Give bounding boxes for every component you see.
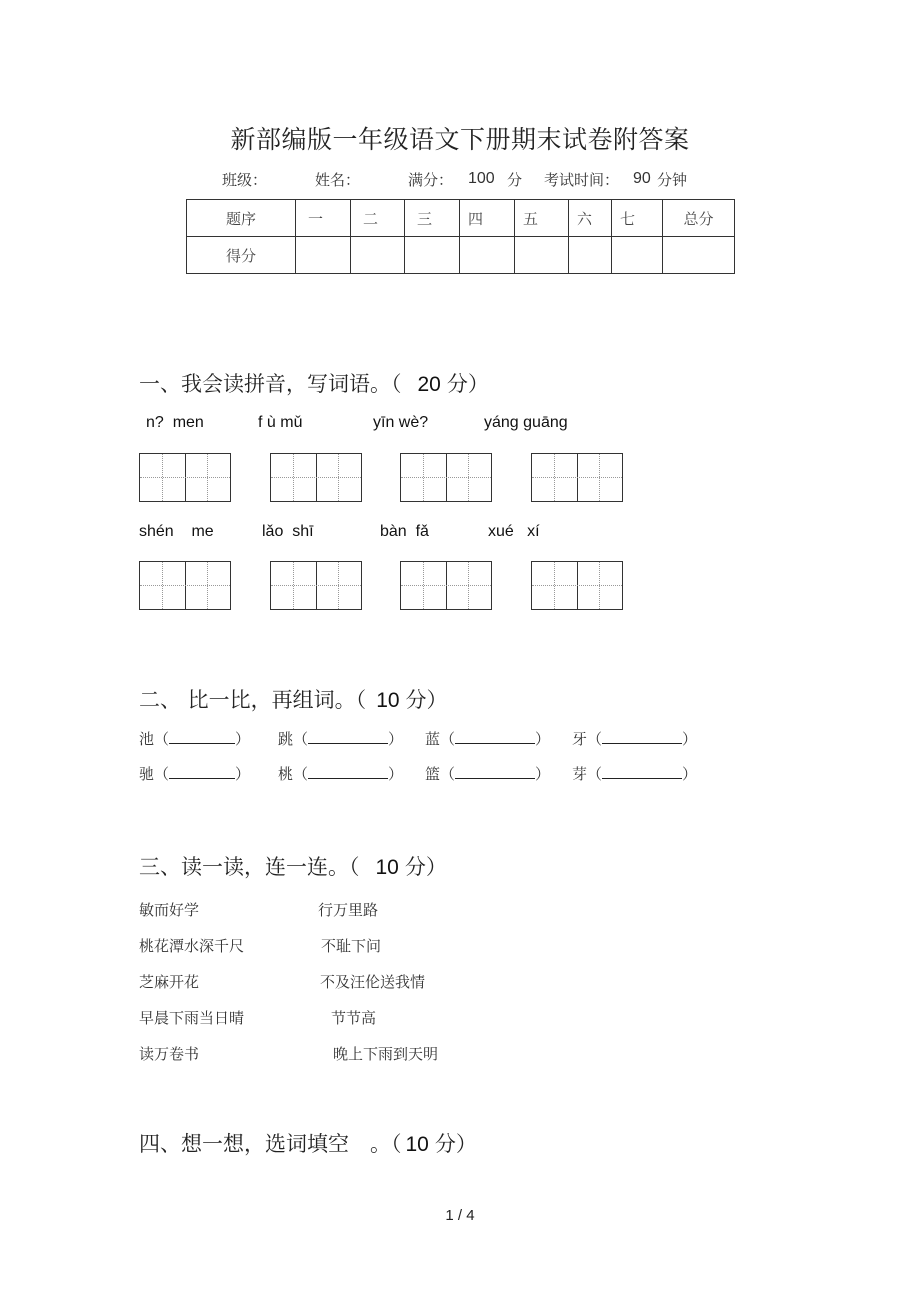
open-paren: （ — [587, 765, 603, 783]
pinyin-word: shén me — [139, 523, 214, 540]
score-cell[interactable] — [569, 237, 612, 274]
word-item — [139, 763, 250, 784]
exam-time-unit: 分钟 — [657, 171, 688, 189]
section-3-heading — [139, 851, 447, 881]
section-2-heading — [139, 684, 448, 714]
score-table-score-row — [187, 237, 735, 274]
section-4-heading-text: 四、想一想，选词填空 。（ — [139, 1132, 402, 1156]
close-paren: ） — [235, 765, 251, 783]
score-cell[interactable] — [405, 237, 460, 274]
score-cell[interactable] — [296, 237, 351, 274]
document-title: 新部编版一年级语文下册期末试卷附答案 — [230, 125, 690, 154]
close-paren: ） — [388, 765, 404, 783]
page-number: 1 / 4 — [445, 1207, 475, 1224]
pinyin-word: xué xí — [488, 523, 540, 540]
match-right-item[interactable]: 晚上下雨到天明 — [333, 1045, 439, 1063]
answer-blank[interactable] — [455, 729, 535, 744]
score-cell[interactable] — [663, 237, 735, 274]
open-paren: （ — [293, 730, 309, 748]
word-item — [572, 763, 697, 784]
open-paren: （ — [587, 730, 603, 748]
table-cell-header: 六 — [569, 200, 612, 237]
section-4-heading-suffix: 分） — [434, 1132, 477, 1156]
writing-grid[interactable] — [400, 453, 492, 502]
word-char: 牙 — [572, 730, 588, 748]
score-cell[interactable] — [612, 237, 663, 274]
section-1-points: 20 — [417, 373, 441, 396]
exam-time-label: 考试时间： — [544, 171, 620, 189]
answer-blank[interactable] — [169, 764, 235, 779]
pinyin-word: lǎo shī — [262, 523, 314, 540]
match-right-item[interactable]: 行万里路 — [318, 901, 379, 919]
score-cell[interactable] — [460, 237, 515, 274]
writing-grid[interactable] — [139, 453, 231, 502]
match-right-item[interactable]: 节节高 — [331, 1009, 377, 1027]
word-char: 芽 — [572, 765, 588, 783]
table-cell-header: 四 — [460, 200, 515, 237]
full-score-number: 100 — [468, 170, 495, 187]
close-paren: ） — [682, 730, 698, 748]
word-char: 蓝 — [425, 730, 441, 748]
pinyin-word: yīn wè? — [373, 414, 429, 431]
score-table — [186, 199, 735, 274]
section-3-heading-text: 三、读一读，连一连。（ — [139, 855, 360, 879]
section-1-heading-suffix: 分） — [446, 372, 489, 396]
table-cell-header: 一 — [296, 200, 351, 237]
section-3-heading-suffix: 分） — [404, 855, 447, 879]
section-2-points: 10 — [376, 689, 400, 712]
section-4-points: 10 — [405, 1133, 429, 1156]
full-score-unit: 分 — [507, 171, 523, 189]
close-paren: ） — [535, 765, 551, 783]
pinyin-word: n? men — [146, 414, 204, 431]
open-paren: （ — [440, 730, 456, 748]
close-paren: ） — [235, 730, 251, 748]
class-label: 班级： — [222, 171, 268, 189]
close-paren: ） — [535, 730, 551, 748]
match-left-item[interactable]: 芝麻开花 — [139, 973, 200, 991]
word-char: 跳 — [278, 730, 294, 748]
answer-blank[interactable] — [455, 764, 535, 779]
table-cell-header: 七 — [612, 200, 663, 237]
full-score-value — [468, 169, 495, 188]
open-paren: （ — [293, 765, 309, 783]
pinyin-word: f ù mǔ — [258, 414, 303, 431]
word-char: 驰 — [139, 765, 155, 783]
match-right-item[interactable]: 不及汪伦送我情 — [320, 973, 426, 991]
word-item — [278, 763, 403, 784]
pinyin-word: yáng guāng — [484, 414, 568, 431]
word-item — [139, 728, 250, 749]
score-row-label: 得分 — [187, 237, 296, 274]
match-left-item[interactable]: 桃花潭水深千尺 — [139, 937, 245, 955]
answer-blank[interactable] — [308, 764, 388, 779]
word-item — [278, 728, 403, 749]
match-left-item[interactable]: 敏而好学 — [139, 901, 200, 919]
answer-blank[interactable] — [308, 729, 388, 744]
score-table-header-row — [187, 200, 735, 237]
writing-grid[interactable] — [531, 453, 623, 502]
score-cell[interactable] — [351, 237, 405, 274]
open-paren: （ — [440, 765, 456, 783]
writing-grid[interactable] — [139, 561, 231, 610]
answer-blank[interactable] — [602, 764, 682, 779]
exam-time-number: 90 — [633, 170, 651, 187]
word-char: 池 — [139, 730, 155, 748]
word-item — [572, 728, 697, 749]
table-cell-header: 题序 — [187, 200, 296, 237]
section-4-heading — [139, 1128, 477, 1158]
match-left-item[interactable]: 读万卷书 — [139, 1045, 200, 1063]
word-item — [425, 728, 550, 749]
close-paren: ） — [388, 730, 404, 748]
section-2-heading-suffix: 分） — [405, 688, 448, 712]
answer-blank[interactable] — [169, 729, 235, 744]
word-item — [425, 763, 550, 784]
close-paren: ） — [682, 765, 698, 783]
match-left-item[interactable]: 早晨下雨当日晴 — [139, 1009, 245, 1027]
writing-grid[interactable] — [270, 561, 362, 610]
name-label: 姓名： — [315, 171, 361, 189]
writing-grid[interactable] — [400, 561, 492, 610]
match-right-item[interactable]: 不耻下问 — [321, 937, 382, 955]
writing-grid[interactable] — [531, 561, 623, 610]
writing-grid[interactable] — [270, 453, 362, 502]
section-1-heading — [139, 368, 489, 398]
section-1-heading-text: 一、我会读拼音，写词语。（ — [139, 372, 402, 396]
table-cell-header: 三 — [405, 200, 460, 237]
table-cell-header: 二 — [351, 200, 405, 237]
table-cell-header: 五 — [515, 200, 569, 237]
word-char: 篮 — [425, 765, 441, 783]
word-char: 桃 — [278, 765, 294, 783]
exam-time-value — [633, 169, 651, 188]
score-cell[interactable] — [515, 237, 569, 274]
answer-blank[interactable] — [602, 729, 682, 744]
open-paren: （ — [154, 765, 170, 783]
table-cell-header: 总分 — [663, 200, 735, 237]
full-score-label: 满分： — [408, 171, 454, 189]
section-2-heading-text: 二、 比一比，再组词。（ — [139, 688, 367, 712]
open-paren: （ — [154, 730, 170, 748]
section-3-points: 10 — [375, 856, 399, 879]
pinyin-word: bàn fǎ — [380, 523, 429, 540]
